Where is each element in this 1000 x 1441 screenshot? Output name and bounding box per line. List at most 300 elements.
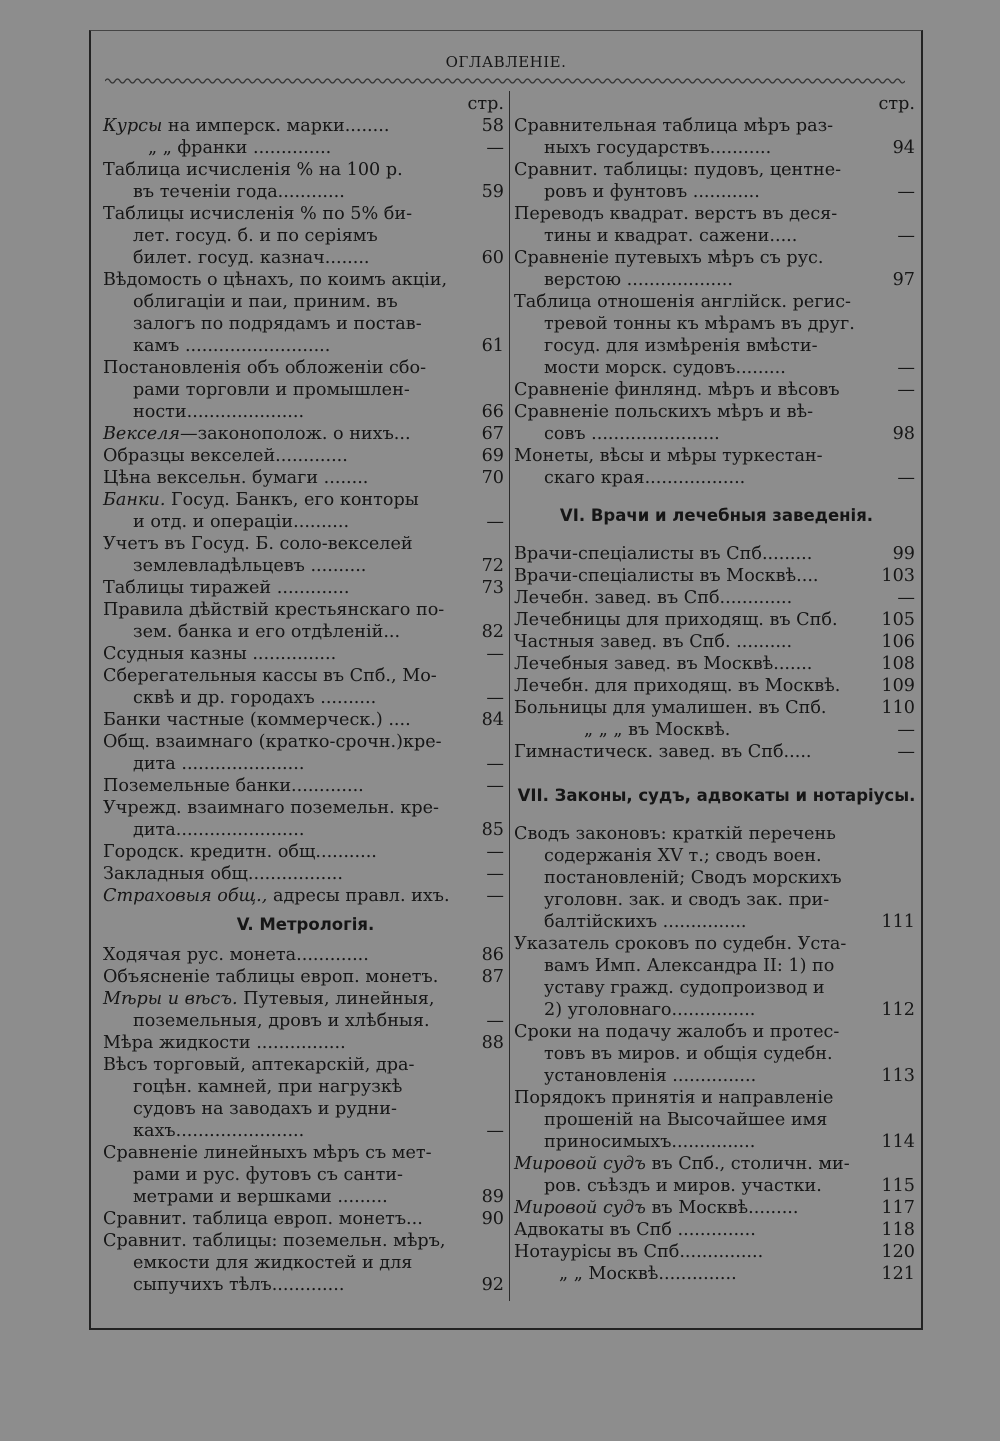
toc-entries-right (514, 115, 919, 1285)
toc-entry-title (514, 1175, 875, 1197)
toc-entry-text: балтійскихъ ............... (544, 912, 747, 932)
toc-entry-title (514, 675, 875, 697)
toc-entry-title (514, 977, 875, 999)
toc-entry-title (514, 181, 875, 203)
toc-entry-title (103, 775, 464, 797)
toc-entry-page: — (897, 468, 915, 488)
toc-entry-page: — (897, 588, 915, 608)
toc-entry (103, 1098, 508, 1120)
toc-entry-page: 121 (881, 1264, 915, 1284)
toc-entry (514, 423, 919, 445)
toc-entry (103, 1164, 508, 1186)
toc-entry (103, 709, 508, 731)
toc-entry (514, 467, 919, 489)
toc-entry-page: — (897, 742, 915, 762)
toc-entry-page: — (486, 776, 504, 796)
toc-entry-page: 113 (881, 1066, 915, 1086)
toc-entry-title (514, 137, 875, 159)
toc-entry-page: 115 (881, 1176, 915, 1196)
toc-entry (103, 247, 508, 269)
toc-entry-text: Сравнит. таблицы: пудовъ, центне- (514, 160, 842, 180)
toc-entry-page: — (897, 720, 915, 740)
toc-entry (514, 719, 919, 741)
toc-entry-text: Адвокаты въ Спб .............. (514, 1220, 756, 1240)
toc-entry (103, 621, 508, 643)
toc-entry (514, 335, 919, 357)
toc-entry-text: совъ ....................... (544, 424, 720, 444)
toc-entry-page: 97 (892, 270, 915, 290)
toc-entry-text: Поземельные банки............. (103, 776, 364, 796)
toc-entry-title (103, 291, 464, 313)
toc-entry-title (514, 1219, 875, 1241)
toc-entry-text: скаго края.................. (544, 468, 746, 488)
toc-entry-title (103, 731, 464, 753)
toc-entry (514, 977, 919, 999)
toc-entry-text: Объясненіе таблицы европ. монетъ. (103, 967, 439, 987)
toc-entry-text: ности..................... (133, 402, 305, 422)
toc-entry-text: Сберегательныя кассы въ Спб., Мо- (103, 666, 437, 686)
toc-entry-text: дита....................... (133, 820, 305, 840)
toc-entry (514, 889, 919, 911)
toc-entry-title (103, 379, 464, 401)
toc-entry-title (103, 753, 464, 775)
toc-entry-text: сквѣ и др. городахъ .......... (133, 688, 377, 708)
toc-entry-title (514, 1131, 875, 1153)
toc-entry (103, 819, 508, 841)
toc-entry (514, 587, 919, 609)
toc-right-column (514, 93, 919, 1285)
toc-entry (103, 966, 508, 988)
toc-entry (514, 741, 919, 763)
toc-entry-title (514, 823, 875, 845)
toc-entry-title (103, 247, 464, 269)
toc-entry-text: верстою ................... (544, 270, 733, 290)
toc-entry (514, 247, 919, 269)
toc-entry (514, 653, 919, 675)
toc-entry-text: Закладныя общ................. (103, 864, 343, 884)
toc-entry (103, 599, 508, 621)
toc-entry (514, 1021, 919, 1043)
toc-entry-emphasis: Мировой судъ (514, 1198, 646, 1218)
toc-entry-text: Сравнит. таблица европ. монетъ... (103, 1209, 423, 1229)
toc-entry-page: — (897, 226, 915, 246)
toc-entry (514, 1065, 919, 1087)
toc-entry-page: — (486, 138, 504, 158)
toc-entry-title (103, 797, 464, 819)
toc-entry-title (514, 653, 875, 675)
toc-entry-text: Сравнит. таблицы: поземельн. мѣръ, (103, 1231, 446, 1251)
toc-entry-title (103, 423, 464, 445)
toc-entry-title (103, 555, 464, 577)
toc-entry-text: на имперск. марки........ (162, 116, 390, 136)
toc-entry (103, 731, 508, 753)
toc-entry-text: Учрежд. взаимнаго поземельн. кре- (103, 798, 439, 818)
toc-entry-text: сыпучихъ тѣлъ............. (133, 1275, 345, 1295)
toc-entry-page: 82 (481, 622, 504, 642)
toc-entry-page: — (486, 842, 504, 862)
toc-entry-title (514, 423, 875, 445)
toc-entry-text: уставу гражд. судопроизвод и (544, 978, 825, 998)
toc-entry-page: 61 (481, 336, 504, 356)
toc-entry-title (103, 665, 464, 687)
toc-entry-title (514, 1087, 875, 1109)
toc-entry-text: постановленій; Сводъ морскихъ (544, 868, 842, 888)
section-heading: V. Метрологія. (236, 915, 375, 934)
toc-entry-emphasis: Векселя (103, 424, 180, 444)
toc-entry-text: Врачи-спеціалисты въ Москвѣ.... (514, 566, 819, 586)
toc-entry-page: 69 (481, 446, 504, 466)
toc-entry-text: Таблицы исчисленія % по 5% би- (103, 204, 413, 224)
page-title: ОГЛАВЛЕНІЕ. (445, 53, 567, 71)
toc-entry-page: 98 (892, 424, 915, 444)
toc-entry-text: Сроки на подачу жалобъ и протес- (514, 1022, 840, 1042)
toc-entry-title (514, 445, 875, 467)
toc-entry (514, 1131, 919, 1153)
toc-entry-title (103, 709, 464, 731)
toc-entry (514, 867, 919, 889)
toc-entry-title (514, 1263, 875, 1285)
toc-entry-text: емкости для жидкостей и для (133, 1253, 413, 1273)
toc-entry-page: — (486, 754, 504, 774)
toc-entry (514, 955, 919, 977)
toc-entry-title (514, 247, 875, 269)
toc-entry-text: „ „ франки .............. (148, 138, 332, 158)
toc-entry-title (514, 1197, 875, 1219)
toc-entry-title (514, 867, 875, 889)
toc-entry (103, 115, 508, 137)
toc-entry-title (514, 225, 875, 247)
column-divider (509, 91, 510, 1301)
toc-entry-title (514, 335, 875, 357)
toc-entry-page: 88 (481, 1033, 504, 1053)
toc-entry-page: 73 (481, 578, 504, 598)
toc-entry (103, 137, 508, 159)
toc-entry (514, 379, 919, 401)
toc-entry-text: Лечебн. для приходящ. въ Москвѣ. (514, 676, 841, 696)
toc-entry (514, 697, 919, 719)
toc-entry-text: госуд. для измѣренія вмѣсти- (544, 336, 818, 356)
toc-entry-title (514, 401, 875, 423)
toc-entry-text: „ „ „ въ Москвѣ. (584, 720, 731, 740)
toc-entry (103, 467, 508, 489)
toc-entry-text: тревой тонны къ мѣрамъ въ друг. (544, 314, 855, 334)
toc-entry-page: 106 (881, 632, 915, 652)
toc-entry-text: адресы правл. ихъ. (267, 886, 450, 906)
toc-entry-title (103, 1054, 464, 1076)
toc-entry-page: 94 (892, 138, 915, 158)
toc-entry (514, 445, 919, 467)
toc-entry-text: ровъ и фунтовъ ............ (544, 182, 760, 202)
toc-entry-page: 118 (881, 1220, 915, 1240)
toc-entry-page: — (897, 380, 915, 400)
toc-entry (514, 291, 919, 313)
toc-entry-text: Сравненіе линейныхъ мѣръ съ мет- (103, 1143, 432, 1163)
toc-entry-title (103, 1208, 464, 1230)
toc-entry-page: 70 (481, 468, 504, 488)
toc-entry (103, 1274, 508, 1296)
toc-entry-title (103, 944, 464, 966)
toc-entry (103, 159, 508, 181)
toc-entry-emphasis: Страховыя общ., (103, 886, 268, 906)
toc-entry-title (103, 181, 464, 203)
toc-entry (103, 753, 508, 775)
toc-entry-text: билет. госуд. казнач........ (133, 248, 370, 268)
toc-entry (103, 1032, 508, 1054)
toc-entry (103, 797, 508, 819)
toc-entry-title (103, 599, 464, 621)
toc-entry (514, 565, 919, 587)
toc-entry-text: Частныя завед. въ Спб. .......... (514, 632, 793, 652)
toc-entry-title (103, 1252, 464, 1274)
toc-entry (514, 631, 919, 653)
toc-entry (103, 1208, 508, 1230)
toc-entry-page: — (486, 864, 504, 884)
toc-entry (103, 555, 508, 577)
toc-entry-text: Ходячая рус. монета............. (103, 945, 369, 965)
toc-entry (103, 203, 508, 225)
toc-entry-page: 85 (481, 820, 504, 840)
toc-entry-text: Порядокъ принятія и направленіе (514, 1088, 834, 1108)
toc-entry (103, 1120, 508, 1142)
toc-entry (514, 137, 919, 159)
toc-entry (514, 845, 919, 867)
toc-entry (514, 401, 919, 423)
toc-entry (103, 944, 508, 966)
toc-entry-text: Таблица отношенія англійск. регис- (514, 292, 851, 312)
toc-entry-text: Банки частные (коммерческ.) .... (103, 710, 411, 730)
toc-entry-page: 90 (481, 1209, 504, 1229)
toc-entry-text: Сводъ законовъ: краткій перечень (514, 824, 836, 844)
toc-entry-text: въ теченіи года............ (133, 182, 345, 202)
toc-entry (514, 357, 919, 379)
toc-entry-text: судовъ на заводахъ и рудни- (133, 1099, 397, 1119)
toc-entry-page: — (486, 644, 504, 664)
toc-entry-page: 117 (881, 1198, 915, 1218)
toc-entry-text: вамъ Имп. Александра II: 1) по (544, 956, 835, 976)
toc-entry-title (514, 955, 875, 977)
toc-entry-text: мости морск. судовъ......... (544, 358, 786, 378)
toc-entry (103, 577, 508, 599)
toc-entry-text: и отд. и операціи.......... (133, 512, 350, 532)
toc-entry-text: Сравнительная таблица мѣръ раз- (514, 116, 834, 136)
toc-entry-text: рами торговли и промышлен- (133, 380, 410, 400)
toc-entry-text: кахъ....................... (133, 1121, 305, 1141)
toc-entry-page: 89 (481, 1187, 504, 1207)
toc-entry-title (514, 565, 875, 587)
toc-entry-text: Мѣра жидкости ................ (103, 1033, 346, 1053)
toc-entry (514, 609, 919, 631)
toc-entry-text: Учетъ въ Госуд. Б. соло-векселей (103, 534, 413, 554)
toc-entry-text: Вѣсъ торговый, аптекарскій, дра- (103, 1055, 415, 1075)
toc-entry (103, 181, 508, 203)
toc-entry-title (103, 313, 464, 335)
toc-entry-page: 120 (881, 1242, 915, 1262)
toc-entry (514, 675, 919, 697)
toc-entry-title (514, 741, 875, 763)
toc-entry-title (514, 1241, 875, 1263)
toc-entry-page: — (486, 512, 504, 532)
toc-entry-title (103, 489, 464, 511)
toc-entries-left (103, 115, 508, 1296)
toc-entry (514, 1197, 919, 1219)
toc-entry-page: 99 (892, 544, 915, 564)
toc-entry-text: ров. съѣздъ и миров. участки. (544, 1176, 822, 1196)
toc-entry-title (514, 203, 875, 225)
toc-entry-text: Гимнастическ. завед. въ Спб..... (514, 742, 812, 762)
toc-entry-text: ныхъ государствъ........... (544, 138, 772, 158)
toc-entry (103, 1054, 508, 1076)
toc-entry (514, 543, 919, 565)
toc-entry-title (103, 988, 464, 1010)
toc-entry-page: — (897, 358, 915, 378)
toc-entry-text: дита ...................... (133, 754, 305, 774)
toc-entry-title (103, 269, 464, 291)
toc-entry (103, 687, 508, 709)
toc-entry (514, 115, 919, 137)
toc-left-column (103, 93, 508, 1296)
toc-entry-page: — (897, 182, 915, 202)
toc-entry-text: залогъ по подрядамъ и постав- (133, 314, 422, 334)
toc-entry-title (514, 631, 875, 653)
toc-entry-text: Правила дѣйствій крестьянскаго по- (103, 600, 445, 620)
toc-entry-page: 109 (881, 676, 915, 696)
toc-entry (514, 1175, 919, 1197)
toc-entry-text: „ „ Москвѣ.............. (559, 1264, 737, 1284)
toc-entry (103, 1010, 508, 1032)
toc-entry-title (514, 159, 875, 181)
toc-entry-text: Указатель сроковъ по судебн. Уста- (514, 934, 847, 954)
section-heading: VI. Врачи и лечебныя заведенія. (559, 506, 874, 525)
toc-entry (514, 1087, 919, 1109)
toc-entry (103, 1076, 508, 1098)
toc-entry-page: — (486, 688, 504, 708)
toc-entry-page: 59 (481, 182, 504, 202)
toc-entry-title (103, 1120, 464, 1142)
toc-entry-title (514, 697, 875, 719)
toc-entry-title (103, 1230, 464, 1252)
toc-entry-page: — (486, 1121, 504, 1141)
toc-entry-page: 60 (481, 248, 504, 268)
toc-entry-title (514, 911, 875, 933)
toc-entry (103, 423, 508, 445)
toc-entry-text: землевладѣльцевъ .......... (133, 556, 367, 576)
toc-entry (514, 159, 919, 181)
toc-entry-title (514, 719, 875, 741)
toc-entry-text: —законополож. о нихъ... (179, 424, 411, 444)
toc-entry-title (103, 1032, 464, 1054)
toc-entry-text: зем. банка и его отдѣленій... (133, 622, 401, 642)
toc-entry-text: Вѣдомость о цѣнахъ, по коимъ акціи, (103, 270, 448, 290)
toc-entry-title (103, 687, 464, 709)
toc-entry-text: Путевыя, линейныя, (237, 989, 435, 1009)
toc-entry-page: 92 (481, 1275, 504, 1295)
page-column-label: стр. (878, 94, 915, 114)
toc-entry-emphasis: Курсы (103, 116, 163, 136)
toc-entry-title (514, 357, 875, 379)
toc-entry (514, 269, 919, 291)
toc-entry (103, 988, 508, 1010)
toc-entry-text: Врачи-спеціалисты въ Спб......... (514, 544, 813, 564)
toc-entry-page: — (486, 1011, 504, 1031)
toc-entry-text: рами и рус. футовъ съ санти- (133, 1165, 403, 1185)
toc-entry (514, 823, 919, 845)
toc-entry-text: Лечебн. завед. въ Спб............. (514, 588, 793, 608)
toc-entry-text: Нотауріcы въ Спб............... (514, 1242, 764, 1262)
toc-entry (514, 1043, 919, 1065)
toc-entry-page: 58 (481, 116, 504, 136)
toc-entry-text: содержанія XV т.; сводъ воен. (544, 846, 822, 866)
toc-entry-text: Госуд. Банкъ, его конторы (165, 490, 419, 510)
toc-entry-text: Сравненіе польскихъ мѣръ и вѣ- (514, 402, 814, 422)
toc-entry (514, 1109, 919, 1131)
toc-entry-text: Больницы для умалишен. въ Спб. (514, 698, 827, 718)
toc-entry-title (103, 1010, 464, 1032)
toc-entry-page: 86 (481, 945, 504, 965)
toc-entry-text: тины и квадрат. сажени..... (544, 226, 798, 246)
toc-entry (103, 863, 508, 885)
toc-entry-title (103, 643, 464, 665)
toc-entry-title (514, 1021, 875, 1043)
toc-entry (103, 511, 508, 533)
toc-entry-title (103, 1274, 464, 1296)
toc-entry (514, 999, 919, 1021)
toc-entry (514, 181, 919, 203)
section-heading: VII. Законы, судъ, адвокаты и нотаріусы. (517, 786, 916, 805)
toc-entry-text: Лечебныя завед. въ Москвѣ....... (514, 654, 813, 674)
toc-entry-text: гоцѣн. камней, при нагрузкѣ (133, 1077, 403, 1097)
toc-entry-text: Переводъ квадрат. верстъ въ деся- (514, 204, 838, 224)
toc-entry-title (514, 1065, 875, 1087)
toc-entry (103, 379, 508, 401)
toc-entry (103, 1230, 508, 1252)
toc-entry-title (103, 357, 464, 379)
toc-entry-title (514, 889, 875, 911)
toc-entry (103, 885, 508, 907)
toc-entry-title (103, 115, 464, 137)
toc-entry (514, 313, 919, 335)
toc-entry-title (514, 313, 875, 335)
toc-entry-title (514, 269, 875, 291)
toc-entry (514, 225, 919, 247)
toc-entry-text: облигаціи и паи, приним. въ (133, 292, 398, 312)
toc-entry-page: 103 (881, 566, 915, 586)
toc-entry-page: 66 (481, 402, 504, 422)
toc-entry-title (514, 587, 875, 609)
toc-entry-title (514, 999, 875, 1021)
toc-entry-page: 111 (881, 912, 915, 932)
toc-entry-title (103, 885, 464, 907)
toc-entry-title (514, 1043, 875, 1065)
toc-entry-page: 87 (481, 967, 504, 987)
toc-entry (103, 533, 508, 555)
toc-entry (103, 291, 508, 313)
toc-entry-title (103, 863, 464, 885)
toc-entry (103, 357, 508, 379)
toc-entry-title (103, 445, 464, 467)
toc-entry-text: Таблица исчисленія % на 100 р. (103, 160, 403, 180)
toc-entry (103, 269, 508, 291)
toc-entry-title (103, 1098, 464, 1120)
toc-entry-title (103, 577, 464, 599)
toc-entry (514, 1263, 919, 1285)
toc-entry-text: Сравненіе финлянд. мѣръ и вѣсовъ (514, 380, 840, 400)
toc-entry-text: Общ. взаимнаго (кратко-срочн.)кре- (103, 732, 442, 752)
toc-entry-title (103, 1142, 464, 1164)
toc-entry-text: въ Москвѣ......... (645, 1198, 799, 1218)
toc-entry-text: Сравненіе путевыхъ мѣръ съ рус. (514, 248, 824, 268)
toc-entry-text: камъ .......................... (133, 336, 331, 356)
toc-entry-text: Ссудныя казны ............... (103, 644, 337, 664)
